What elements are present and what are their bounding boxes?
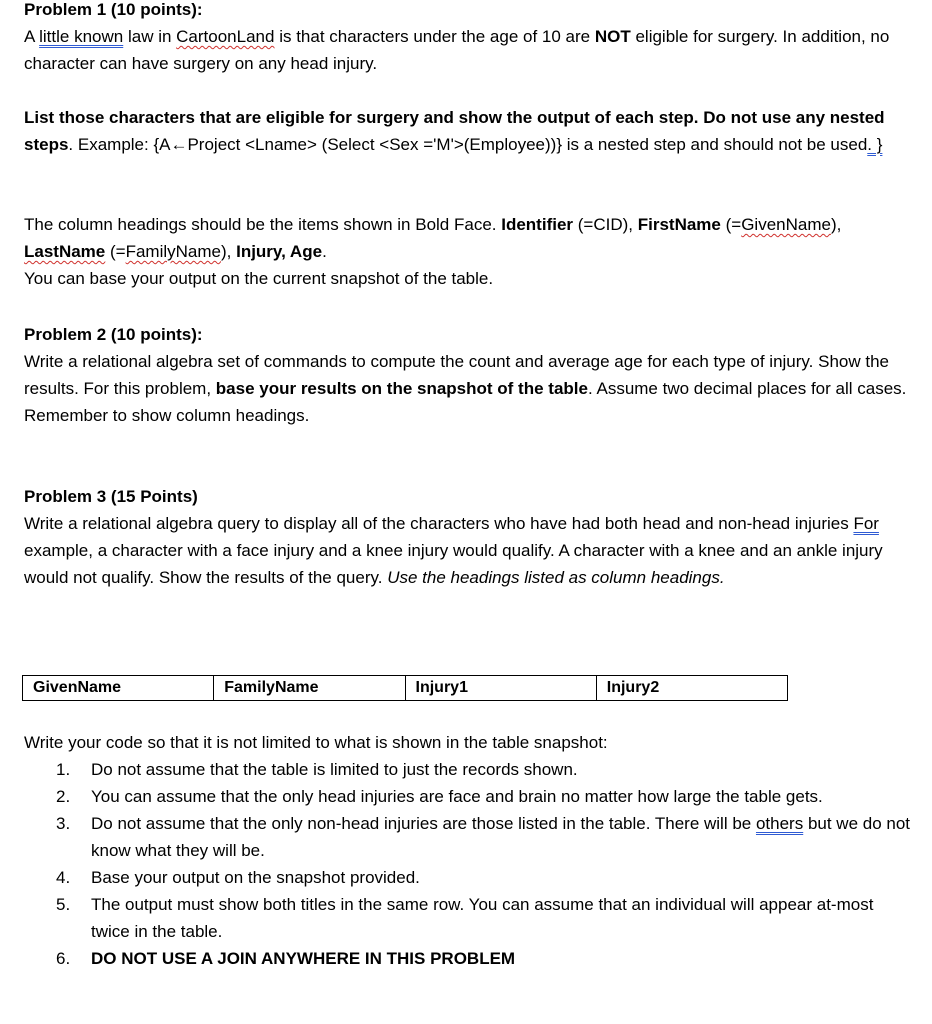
list-item: 3. Do not assume that the only non-head injuries are those listed in the table. There will be others but we do not know what they will be. [56, 814, 911, 860]
problem-1-heading: Problem 1 (10 points): [24, 0, 203, 19]
problem-1-section [24, 0, 914, 77]
table-header-cell: FamilyName [214, 676, 405, 701]
column-headings-table [22, 675, 788, 701]
table-header-cell: Injury1 [405, 676, 596, 701]
list-item: 5. The output must show both titles in the same row. You can assume that an individual will appear at-most twice in the table. [56, 895, 874, 941]
rules-intro: Write your code so that it is not limited to what is shown in the table snapshot: [24, 733, 608, 752]
list-item: 6. DO NOT USE A JOIN ANYWHERE IN THIS PROBLEM [56, 949, 516, 968]
rules-list [24, 756, 914, 972]
list-item: 2. You can assume that the only head injuries are face and brain no matter how large the table gets. [56, 787, 823, 806]
problem-3-text: Write a relational algebra query to display all of the characters who have had both head and non-head injuries For example, a character with a face injury and a knee injury would qualify. A character with a knee and an ankle injury would not qualify. Show the results of the query. Use the headings listed as column headings. [24, 514, 883, 587]
table-header-cell: Injury2 [596, 676, 787, 701]
table-row [23, 676, 788, 701]
table-header-cell: GivenName [23, 676, 214, 701]
problem-2-section [24, 321, 914, 429]
problem-1-intro: A little known law in CartoonLand is that characters under the age of 10 are NOT eligible for surgery. In addition, no character can have surgery on any head injury. [24, 27, 890, 73]
problem-2-text: Write a relational algebra set of commands to compute the count and average age for each type of injury. Show the results. For this problem, base your results on the snapshot of the table. Assume two decimal places for all cases. Remember to show column headings. [24, 352, 907, 425]
list-item: 1. Do not assume that the table is limited to just the records shown. [56, 760, 578, 779]
cartoonland-text: CartoonLand [176, 27, 275, 46]
problem-2-heading: Problem 2 (10 points): [24, 325, 203, 344]
problem-1-task: List those characters that are eligible for surgery and show the output of each step. Do not use any nested steps. Example: {A←Project <Lname> (Select <Sex ='M'>(Employee))} is a nested step and should not be used. } [24, 108, 885, 154]
problem-3-heading: Problem 3 (15 Points) [24, 487, 198, 506]
problem-1-columns: The column headings should be the items shown in Bold Face. Identifier (=CID), FirstName (=GivenName), LastName (=FamilyName), Injury, Age. You can base your output on the current snapshot of the table. [24, 211, 914, 292]
list-item: 4. Base your output on the snapshot provided. [56, 868, 420, 887]
problem-3-section [24, 483, 914, 591]
little-known-text: little known [39, 27, 124, 46]
snapshot-note: You can base your output on the current snapshot of the table. [24, 269, 494, 288]
